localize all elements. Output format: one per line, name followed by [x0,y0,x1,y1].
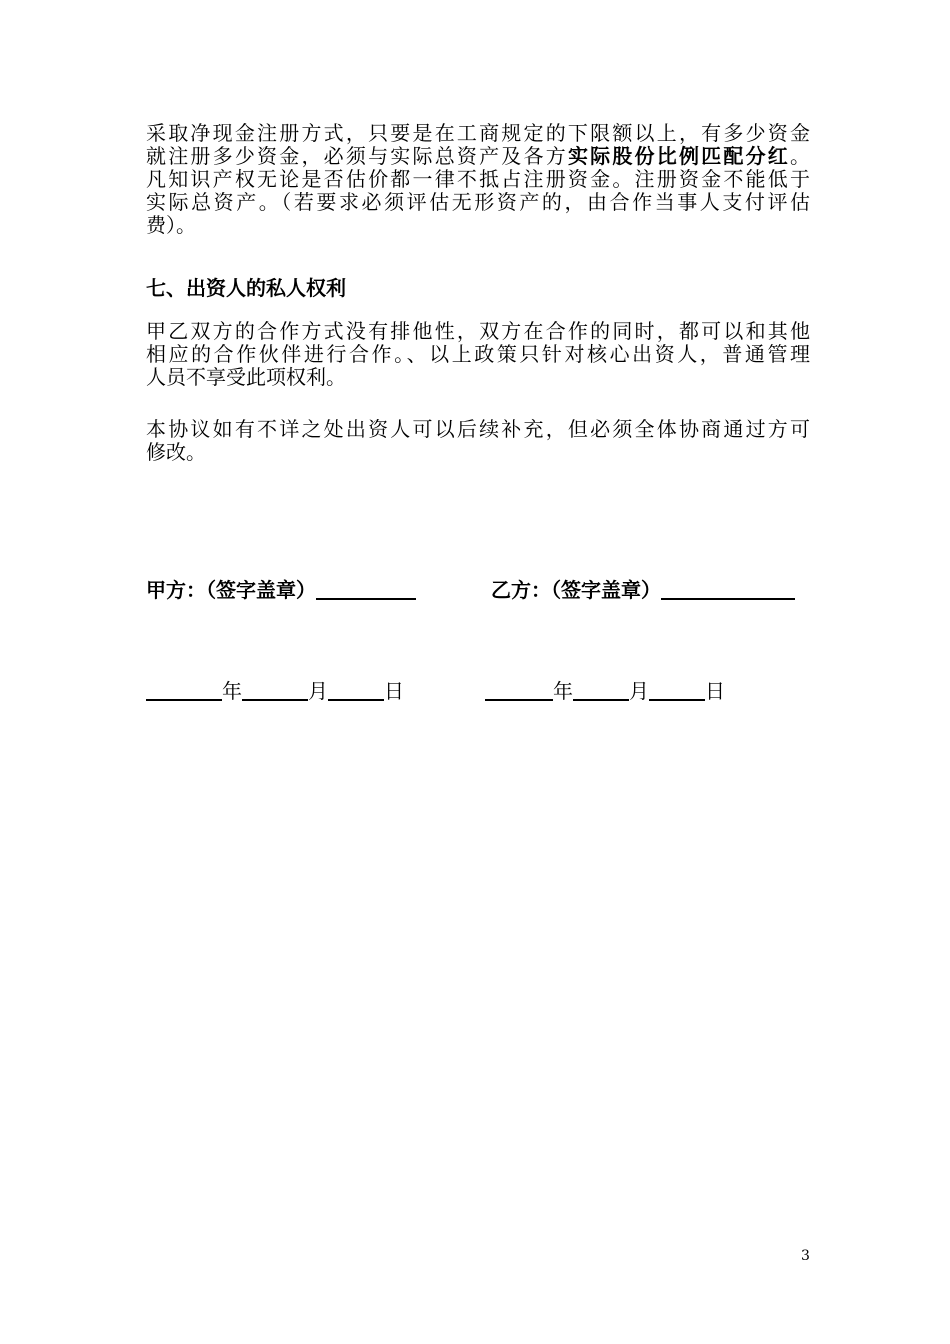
section-heading: 七、出资人的私人权利 [146,276,346,300]
page-number: 3 [801,1248,810,1264]
party-a-date [146,675,404,704]
day-label: 日 [705,679,725,703]
text-line: 人员不享受此项权利。 [146,365,346,389]
signature-line [316,578,416,600]
text-line [146,145,810,168]
year-blank [485,679,553,701]
party-a-label: 甲方：（签字盖章） [146,578,316,602]
section7-paragraph [146,320,810,389]
bold-emphasis: 实际股份比例匹配分红 [567,144,791,168]
text-line: 凡知识产权无论是否估价都一律不抵占注册资金。注册资金不能低于 [146,167,810,191]
month-label: 月 [308,679,328,703]
text-line: 费）。 [146,213,196,237]
party-a-signature [146,574,416,603]
registration-paragraph [146,122,810,237]
text-line: 本协议如有不详之处出资人可以后续补充，但必须全体协商通过方可 [146,417,810,441]
supplement-paragraph [146,418,810,464]
year-label: 年 [222,679,242,703]
party-b-label: 乙方：（签字盖章） [491,578,661,602]
text-line: 甲乙双方的合作方式没有排他性，双方在合作的同时，都可以和其他 [146,319,810,343]
party-b-date [485,675,725,704]
text-segment: 。 [790,144,811,168]
month-label: 月 [629,679,649,703]
signature-line [661,578,795,600]
year-label: 年 [553,679,573,703]
text-line: 相应的合作伙伴进行合作。、以上政策只针对核心出资人，普通管理 [146,342,810,366]
party-b-signature [491,574,795,603]
text-line: 实际总资产。（若要求必须评估无形资产的，由合作当事人支付评估 [146,190,810,214]
text-line: 修改。 [146,440,206,464]
text-line: 采取净现金注册方式，只要是在工商规定的下限额以上，有多少资金 [146,121,810,145]
day-blank [649,679,705,701]
day-blank [328,679,384,701]
month-blank [242,679,308,701]
month-blank [573,679,629,701]
text-segment: 就注册多少资金，必须与实际总资产及各方 [146,144,568,168]
day-label: 日 [384,679,404,703]
year-blank [146,679,222,701]
